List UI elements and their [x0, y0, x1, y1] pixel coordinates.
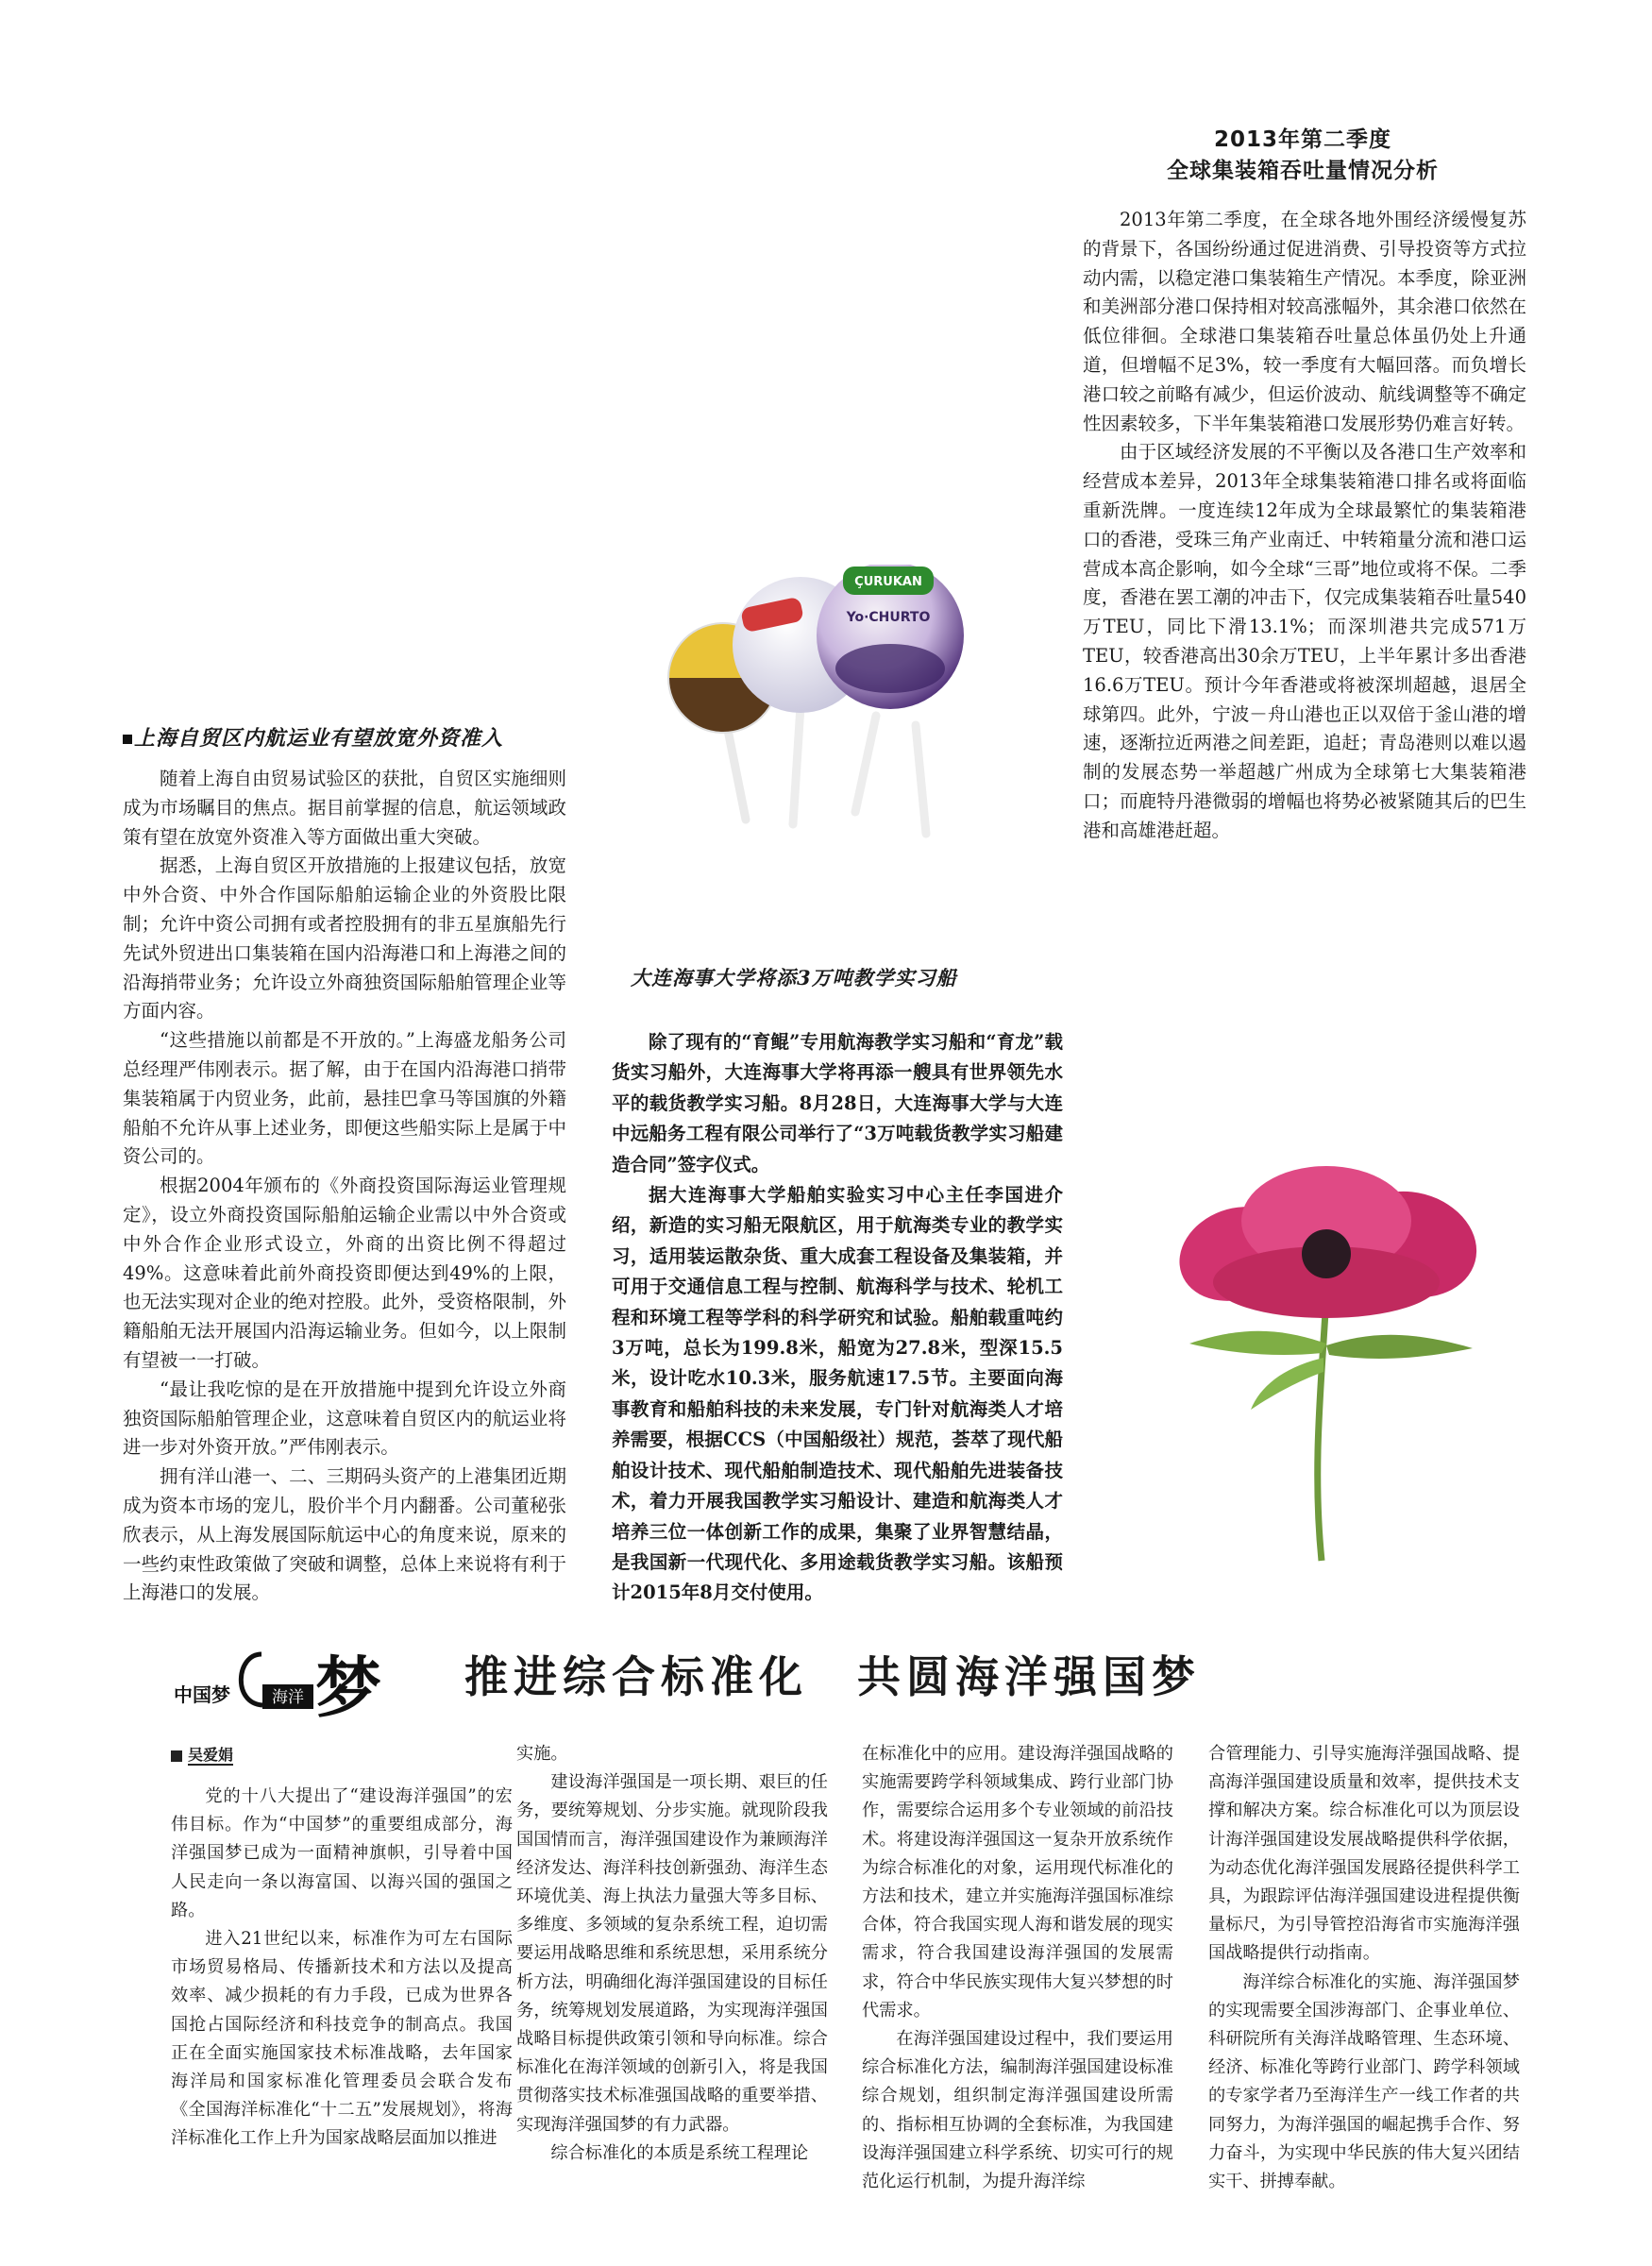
top-article-title-line1: 2013年第二季度: [1213, 127, 1391, 152]
top-article-paragraph: 由于区域经济发展的不平衡以及各港口生产效率和经营成本差异，2013年全球集装箱港口排名或将面临重新洗牌。一度连续12年成为全球最繁忙的集装箱港口的香港，受珠三角产业南迁、中转箱量分流和港口运营成本高企影响，如今全球“三哥”地位或将不保。二季度，香港在罢工潮的冲击下，仅完成集装箱吞吐量540万TEU，同比下滑13.1%；而深圳港共完成571万TEU，较香港高出30余万TEU，上半年累计多出香港16.6万TEU。预计今年香港或将被深圳超越，退居全球第四。此外，宁波－舟山港也正以双倍于釜山港的增速，逐渐拉近两港之间差距，追赶；青岛港则以难以遏制的发展态势一举超越广州成为全球第七大集装箱港口；而鹿特丹港微弱的增幅也将势必被紧随其后的巴生港和高雄港赶超。: [1083, 441, 1526, 841]
lollipop-image: [659, 565, 1016, 840]
dream-column-4: [1208, 1740, 1520, 2196]
top-article-paragraph: 2013年第二季度，在全球各地外围经济缓慢复苏的背景下，各国纷纷通过促进消费、引导投资等方式拉动内需，以稳定港口集装箱生产情况。本季度，除亚洲和美洲部分港口保持相对较高涨幅外，其余港口依然在低位徘徊。全球港口集装箱吞吐量总体虽仍处上升通道，但增幅不足3%，较一季度有大幅回落。而负增长港口较之前略有减少，但运价波动、航线调整等不确定性因素较多，下半年集装箱港口发展形势仍难言好转。: [1083, 209, 1526, 434]
dream-byline: [171, 1743, 233, 1765]
dream-paragraph: 在标准化中的应用。建设海洋强国战略的实施需要跨学科领域集成、跨行业部门协作，需要综合运用多个专业领域的前沿技术。将建设海洋强国这一复杂开放系统作为综合标准化的对象，运用现代标准化的方法和技术，建立并实施海洋强国标准综合体，符合我国实现人海和谐发展的现实需求，符合我国建设海洋强国的发展需求，符合中华民族实现伟大复兴梦想的时代需求。: [862, 1744, 1173, 2021]
dream-paragraph: 合管理能力、引导实施海洋强国战略、提高海洋强国建设质量和效率，提供技术支撑和解决方案。综合标准化可以为顶层设计海洋强国建设发展战略提供科学依据，为动态优化海洋强国发展路径提供科学工具，为跟踪评估海洋强国建设进程提供衡量标尺，为引导管控沿海省市实施海洋强国战略提供行动指南。: [1208, 1744, 1520, 1964]
dream-headline: 推进综合标准化 共圆海洋强国梦: [464, 1651, 1201, 1702]
top-article-title-line2: 全球集装箱吞吐量情况分析: [1167, 159, 1439, 183]
section-logo-title: 港航: [220, 337, 582, 533]
shanghai-article-title: [123, 724, 576, 753]
top-article-body: [1083, 206, 1526, 846]
dream-paragraph: 海洋综合标准化的实施、海洋强国梦的实现需要全国涉海部门、企事业单位、科研院所有关海洋战略管理、生态环境、经济、标准化等跨行业部门、跨学科领域的专家学者乃至海洋生产一线工作者的共同努力，为海洋强国的崛起携手合作、努力奋斗，为实现中华民族的伟大复兴团结实干、拼搏奉献。: [1208, 1971, 1520, 2192]
china-dream-logo: [172, 1635, 389, 1726]
shanghai-article-paragraph: “这些措施以前都是不开放的。”上海盛龙船务公司总经理严伟刚表示。据了解，由于在国内沿海港口捎带集装箱属于内贸业务，此前，悬挂巴拿马等国旗的外籍船舶不允许从事上述业务，即便这些船实际上是属于中资公司的。: [123, 1029, 566, 1168]
dream-logo-big-char: 梦: [315, 1649, 381, 1726]
dream-paragraph: 实施。: [516, 1744, 568, 1764]
dream-column-1: [171, 1783, 513, 2154]
dream-logo-box-text: 海洋: [272, 1688, 304, 1707]
shanghai-article-paragraph: 拥有洋山港一、二、三期码头资产的上港集团近期成为资本市场的宠儿，股价半个月内翻番。公司董秘张欣表示，从上海发展国际航运中心的角度来说，原来的一些约束性政策做了突破和调整，总体上来说将有利于上海港口的发展。: [123, 1465, 566, 1604]
byline-author: 吴爱娟: [188, 1746, 234, 1764]
byline-square-icon: [171, 1750, 182, 1762]
shanghai-article-title-text: 上海自贸区内航运业有望放宽外资准入: [134, 726, 504, 751]
shanghai-article-body: [123, 765, 566, 1608]
shanghai-article-paragraph: 随着上海自由贸易试验区的获批，自贸区实施细则成为市场瞩目的焦点。据目前掌握的信息，航运领域政策有望在放宽外资准入等方面做出重大突破。: [123, 768, 566, 848]
section-logo: [184, 313, 618, 540]
dalian-article-paragraph: 除了现有的“育鲲”专用航海教学实习船和“育龙”载货实习船外，大连海事大学将再添一艘具有世界领先水平的载货教学实习船。8月28日，大连海事大学与大连中远船务工程有限公司举行了“3万吨载货教学实习船建造合同”签字仪式。: [612, 1031, 1063, 1175]
flower-image: [1171, 1164, 1482, 1564]
title-square-bullet: [123, 735, 132, 744]
dream-paragraph: 党的十八大提出了“建设海洋强国”的宏伟目标。作为“中国梦”的重要组成部分，海洋强国梦已成为一面精神旗帜，引导着中国人民走向一条以海富国、以海兴国的强国之路。: [171, 1786, 513, 1920]
dream-column-3: [862, 1740, 1173, 2196]
dream-paragraph: 在海洋强国建设过程中，我们要运用综合标准化方法，编制海洋强国建设标准综合规划，组织制定海洋强国建设所需的、指标相互协调的全套标准，为我国建设海洋强国建立科学系统、切实可行的规范化运行机制，为提升海洋综: [862, 2029, 1173, 2192]
dalian-article-paragraph: 据大连海事大学船舶实验实习中心主任李国进介绍，新造的实习船无限航区，用于航海类专业的教学实习，适用装运散杂货、重大成套工程设备及集装箱，并可用于交通信息工程与控制、航海科学与技术、轮机工程和环境工程等学科的科学研究和试验。船舶载重吨约3万吨，总长为199.8米，船宽为27.8米，型深15.5米，设计吃水10.3米，服务航速17.5节。主要面向海事教育和船舶科技的未来发展，专门针对航海类人才培养需要，根据CCS（中国船级社）规范，荟萃了现代船舶设计技术、现代船舶制造技术、现代船舶先进装备技术，着力开展我国教学实习船设计、建造和航海类人才培养三位一体创新工作的成果，集聚了业界智慧结晶，是我国新一代现代化、多用途载货教学实习船。该船预计2015年8月交付使用。: [612, 1184, 1063, 1604]
shanghai-article-paragraph: 根据2004年颁布的《外商投资国际海运业管理规定》，设立外商投资国际船舶运输企业需以中外合资或中外合作企业形式设立，外商的出资比例不得超过49%。这意味着此前外商投资即便达到49%的上限，也无法实现对企业的绝对控股。此外，受资格限制，外籍船舶无法开展国内沿海运输业务。但如今，以上限制有望被一一打破。: [123, 1175, 566, 1371]
shanghai-article-paragraph: 据悉，上海自贸区开放措施的上报建议包括，放宽中外合资、中外合作国际船舶运输企业的外资股比限制；允许中资公司拥有或者控股拥有的非五星旗船先行先试外贸进出口集装箱在国内沿海港口和上海港之间的沿海捎带业务；允许设立外商独资国际船舶管理企业等方面内容。: [123, 854, 566, 1023]
dream-paragraph: 进入21世纪以来，标准作为可左右国际市场贸易格局、传播新技术和方法以及提高效率、减少损耗的有力手段，已成为世界各国抢占国际经济和科技竞争的制高点。我国正在全面实施国家技术标准战略，去年国家海洋局和国家标准化管理委员会联合发布《全国海洋标准化“十二五”发展规划》，将海洋标准化工作上升为国家战略层面加以推进: [171, 1929, 513, 2149]
candy-brand-label: ÇURUKAN: [854, 575, 922, 589]
dalian-article-title: 大连海事大学将添3万吨教学实习船: [631, 966, 957, 989]
candy-sub-label: Yo·CHURTO: [846, 610, 931, 625]
flower-center: [1302, 1229, 1351, 1278]
top-article-title: [1076, 125, 1529, 187]
dream-column-2: [516, 1740, 828, 2168]
dream-paragraph: 综合标准化的本质是系统工程理论: [550, 2142, 809, 2163]
shanghai-article-paragraph: “最让我吃惊的是在开放措施中提到允许设立外商独资国际船舶管理企业，这意味着自贸区内的航运业将进一步对外资开放。”严伟刚表示。: [123, 1378, 566, 1459]
dalian-article-body: [612, 1027, 1063, 1609]
dream-paragraph: 建设海洋强国是一项长期、艰巨的任务，要统筹规划、分步实施。就现阶段我国国情而言，海洋强国建设作为兼顾海洋经济发达、海洋科技创新强劲、海洋生态环境优美、海上执法力量强大等多目标、多维度、多领域的复杂系统工程，迫切需要运用战略思维和系统思想，采用系统分析方法，明确细化海洋强国建设的目标任务，统筹规划发展道路，为实现海洋强国战略目标提供政策引领和导向标准。综合标准化在海洋领域的创新引入，将是我国贯彻落实技术标准强国战略的重要举措、实现海洋强国梦的有力武器。: [516, 1772, 828, 2135]
dream-logo-left-text: 中国梦: [174, 1683, 230, 1706]
